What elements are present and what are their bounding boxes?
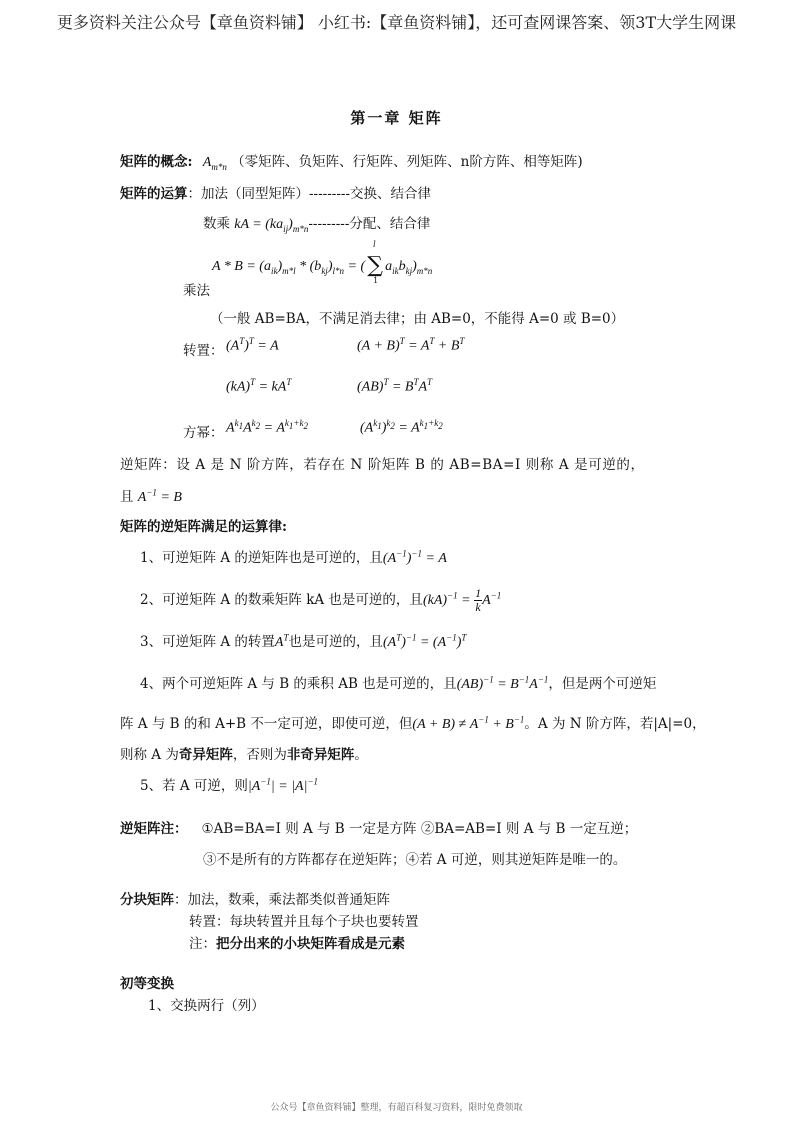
multiplication-note: （一般 AB=BA，不满足消去律；由 AB=0，不能得 A=0 或 B=0） — [210, 311, 625, 327]
page-header: 更多资料关注公众号【章鱼资料铺】 小红书:【章鱼资料铺】，还可查网课答案、领3T大学生网课 — [56, 13, 737, 32]
concept-line — [120, 150, 583, 172]
inverse-notes-label: 逆矩阵注： — [120, 821, 188, 837]
power-label: 方幂： — [183, 425, 224, 441]
block-line-3: 注：把分出来的小块矩阵看成是元素 — [189, 936, 405, 952]
chapter-title: 第一章 矩阵 — [350, 109, 443, 127]
power-formula-1: $A^{k_1}A^{k_2} = A^{k_1+k_2}$ — [226, 418, 308, 436]
singular-term: 奇异矩阵 — [178, 747, 233, 763]
inverse-rules-label: 矩阵的逆矩阵满足的运算律: — [120, 519, 287, 535]
block-line-2: 转置：每块转置并且每个子块也要转置 — [189, 914, 419, 930]
inverse-rule-4: 4、两个可逆矩阵 A 与 B 的乘积 AB 也是可逆的，且$(AB)^{-1} = B^{-1}A^{-1}$，但是两个可逆矩 — [140, 674, 657, 692]
scalar-formula: kA = $(ka_{ij})_{m*n}$ — [234, 217, 309, 234]
inverse-notes-2: ③不是所有的方阵都存在逆矩阵；④若 A 可逆，则其逆矩阵是唯一的。 — [203, 852, 627, 868]
nonsingular-term: 非奇异矩阵 — [286, 747, 355, 763]
page-footer: 公众号【章鱼资料铺】整理，有超百科复习资料，限时免费领取 — [270, 1103, 523, 1113]
product-formula: $A * B = (a_{ik})_{m*l} * (b_{kj})_{l*n}$ = ( l ∑ 1 $a_{ik}b_{kj})_{m*n}$ — [212, 240, 433, 285]
block-label: 分块矩阵 — [120, 892, 174, 908]
inverse-definition: 逆矩阵：设 A 是 N 阶方阵，若存在 N 阶矩阵 B 的 AB=BA=I 则称 A 是可逆的， — [120, 457, 645, 473]
scalar-mult-line: 数乘 kA = $(ka_{ij})_{m*n}---------$分配、结合律 — [203, 216, 431, 234]
inverse-notes-1: 逆矩阵注： ①AB=BA=I 则 A 与 B 一定是方阵 ②BA=AB=I 则 A 与 B 一定互逆； — [120, 821, 638, 837]
matrix-types: （零矩阵、负矩阵、行矩阵、列矩阵、n阶方阵、相等矩阵) — [231, 154, 583, 170]
power-formula-2: $(A^{k_1})^{k_2} = A^{k_1+k_2}$ — [360, 418, 443, 436]
inverse-rule-5: 5、若 A 可逆，则$|A^{-1}| = |A|^{-1}$ — [140, 776, 319, 794]
inverse-definition-2: 且 $A^{-1} = B$ — [120, 487, 182, 505]
singular-definition: 则称 A 为奇异矩阵，否则为非奇异矩阵。 — [120, 747, 368, 763]
transpose-label: 转置： — [183, 343, 224, 359]
elementary-label: 初等变换 — [120, 976, 174, 992]
multiplication-label: 乘法 — [183, 283, 210, 299]
addition-rule: ：加法（同型矩阵）---------交换、结合律 — [187, 186, 432, 202]
inverse-rule-3: 3、可逆矩阵 A 的转置$A^T$也是可逆的，且$(A^T)^{-1} = (A^{-1})^T$ — [140, 632, 467, 650]
elementary-item-1: 1、交换两行（列） — [148, 998, 265, 1014]
inverse-rule-2: 2、可逆矩阵 A 的数乘矩阵 kA 也是可逆的，且(kA)$^{-1}$ = $\frac{1}{k}$ $A^{-1}$ — [140, 586, 502, 614]
concept-label: 矩阵的概念: — [120, 154, 193, 170]
transpose-formula-3: $(kA)^T = kA^T$ — [226, 377, 292, 395]
operations-line — [120, 182, 431, 202]
inverse-rule-1: 1、可逆矩阵 A 的逆矩阵也是可逆的，且$(A^{-1})^{-1} = A$ — [140, 548, 447, 566]
transpose-formula-1: $(A^T)^T = A$ — [226, 336, 279, 354]
transpose-formula-2: $(A + B)^T = A^T + B^T$ — [357, 336, 465, 354]
inverse-rule-4-cont: 阵 A 与 B 的和 A+B 不一定可逆，即使可逆，但$(A + B) \ne A^{-1} + B^{-1}$。A 为 N 阶方阵，若|A|=0， — [120, 714, 706, 732]
operations-label: 矩阵的运算 — [120, 186, 188, 202]
transpose-formula-4: $(AB)^T = B^TA^T$ — [357, 377, 433, 395]
block-line-1: 分块矩阵：加法，数乘，乘法都类似普通矩阵 — [120, 892, 390, 908]
matrix-symbol: $A_{m*n}$ — [202, 155, 227, 172]
